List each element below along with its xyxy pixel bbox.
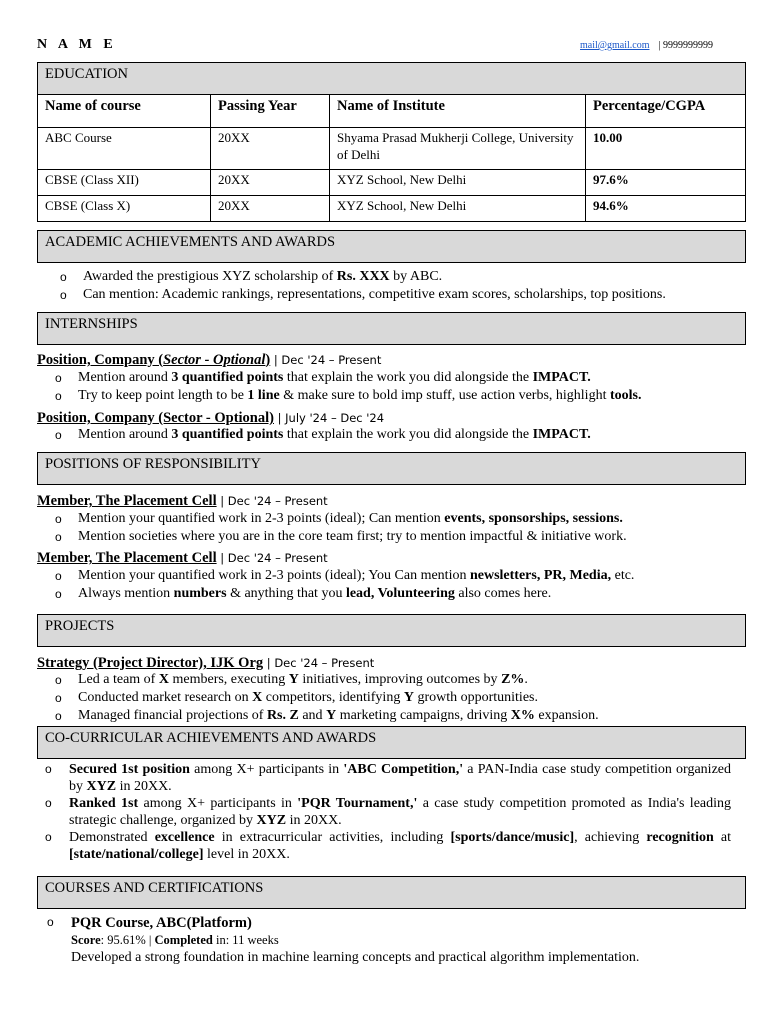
cell-course: ABC Course (38, 128, 211, 170)
course-entry: o PQR Course, ABC(Platform) Score: 95.61% | Completed in: 11 weeks Developed a strong foundation in machine learning concepts and practical algorithm implementation. (37, 914, 737, 967)
cell-course: CBSE (Class XII) (38, 170, 211, 196)
course-title: PQR Course, ABC(Platform) (71, 915, 252, 931)
internship-1-list (55, 369, 731, 405)
contact-info (580, 39, 716, 52)
education-table (37, 94, 746, 222)
list-item: o Mention around 3 quantified points that explain the work you did alongside the IMPACT. (55, 427, 591, 442)
list-item: o Managed financial projections of Rs. Z and Y marketing campaigns, driving X% expansion. (55, 708, 599, 723)
cell-score: 10.00 (586, 128, 746, 170)
cell-year: 20XX (211, 128, 330, 170)
por-1-title: Member, The Placement Cell | Dec '24 – Present (37, 493, 328, 509)
list-item: o Mention societies where you are in the core team first; try to mention impactful & initiative work. (55, 529, 627, 544)
col-score: Percentage/CGPA (586, 95, 746, 128)
cocurricular-list (37, 761, 731, 863)
cell-score: 97.6% (586, 170, 746, 196)
email-link[interactable]: mail@gmail.com (580, 40, 650, 51)
internship-1-title: Position, Company (Sector - Optional) | Dec '24 – Present (37, 352, 382, 368)
resume-header (37, 36, 716, 56)
academic-heading: ACADEMIC ACHIEVEMENTS AND AWARDS (37, 230, 746, 263)
course-meta: Score: 95.61% | Completed in: 11 weeks (71, 933, 279, 947)
academic-list (60, 268, 731, 304)
cell-institute: Shyama Prasad Mukherji College, University of Delhi (330, 128, 586, 170)
education-header-row (38, 95, 746, 128)
list-item: o Try to keep point length to be 1 line & make sure to bold imp stuff, use action verbs, highlight tools. (55, 388, 642, 403)
por-2-title: Member, The Placement Cell | Dec '24 – Present (37, 550, 328, 566)
list-item: o Mention around 3 quantified points that explain the work you did alongside the IMPACT. (55, 370, 591, 385)
list-item: o Led a team of X members, executing Y initiatives, improving outcomes by Z%. (55, 672, 528, 687)
courses-heading: COURSES AND CERTIFICATIONS (37, 876, 746, 909)
list-item: o Mention your quantified work in 2-3 points (ideal); You Can mention newsletters, PR, Media, etc. (55, 568, 635, 583)
table-row (38, 170, 746, 196)
table-row (38, 196, 746, 222)
education-heading: EDUCATION (37, 62, 746, 95)
cell-institute: XYZ School, New Delhi (330, 196, 586, 222)
por-heading: POSITIONS OF RESPONSIBILITY (37, 452, 746, 485)
internship-2-title: Position, Company (Sector - Optional) | July '24 – Dec '24 (37, 410, 385, 426)
col-year: Passing Year (211, 95, 330, 128)
cell-score: 94.6% (586, 196, 746, 222)
table-row (38, 128, 746, 170)
cell-institute: XYZ School, New Delhi (330, 170, 586, 196)
list-item: o Demonstrated excellence in extracurricular activities, including [sports/dance/music], achieving recognition at [state/national/college] level in 20XX. (45, 830, 732, 862)
por-2-list (55, 567, 731, 603)
cell-year: 20XX (211, 196, 330, 222)
list-item: o Secured 1st position among X+ participants in 'ABC Competition,' a PAN-India case study competition organized by XYZ in 20XX. (45, 762, 732, 794)
internships-heading: INTERNSHIPS (37, 312, 746, 345)
col-institute: Name of Institute (330, 95, 586, 128)
list-item: o Always mention numbers & anything that you lead, Volunteering also comes here. (55, 586, 552, 601)
cell-year: 20XX (211, 170, 330, 196)
projects-heading: PROJECTS (37, 614, 746, 647)
phone-number: | 9999999999 (658, 40, 713, 51)
list-item: o Mention your quantified work in 2-3 points (ideal); Can mention events, sponsorships, sessions. (55, 511, 623, 526)
course-description: Developed a strong foundation in machine learning concepts and practical algorithm implementation. (71, 950, 640, 965)
por-1-list (55, 510, 731, 546)
project-title: Strategy (Project Director), IJK Org | Dec '24 – Present (37, 655, 375, 671)
project-list (55, 671, 731, 725)
list-item: o Ranked 1st among X+ participants in 'PQR Tournament,' a case study competition promoted as India's leading strategic challenge, organized by XYZ in 20XX. (45, 796, 732, 828)
list-item: o Awarded the prestigious XYZ scholarship of Rs. XXX by ABC. (60, 269, 443, 284)
internship-2-list (55, 426, 731, 444)
list-item: o Can mention: Academic rankings, representations, competitive exam scores, scholarships, top positions. (60, 287, 666, 302)
candidate-name: N A M E (37, 37, 117, 52)
cocurricular-heading: CO-CURRICULAR ACHIEVEMENTS AND AWARDS (37, 726, 746, 759)
list-item: o Conducted market research on X competitors, identifying Y growth opportunities. (55, 690, 538, 705)
cell-course: CBSE (Class X) (38, 196, 211, 222)
col-course: Name of course (38, 95, 211, 128)
